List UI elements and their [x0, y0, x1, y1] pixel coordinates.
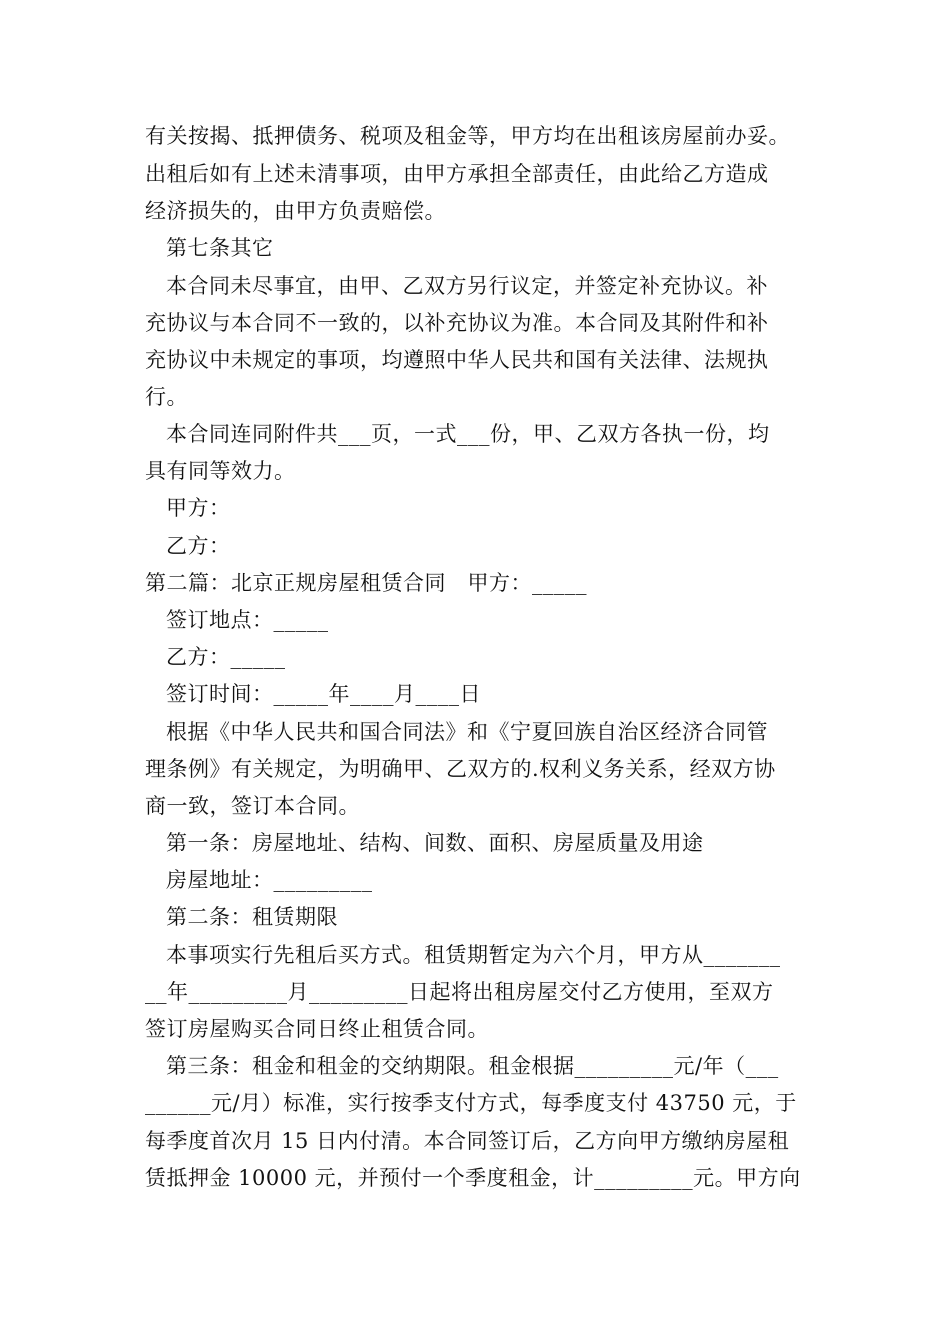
party-b-field: 乙方：_____	[166, 645, 286, 669]
text-line: ______元/月）标准，实行按季支付方式，每季度支付 43750 元，于	[145, 1091, 797, 1115]
text-line: 充协议与本合同不一致的，以补充协议为准。本合同及其附件和补	[145, 311, 769, 335]
article-heading: 第二条：租赁期限	[166, 905, 338, 929]
address-field: 房屋地址：_________	[166, 868, 373, 892]
text-line: 赁抵押金 10000 元，并预付一个季度租金，计_________元。甲方向	[145, 1166, 801, 1190]
text-line: 行。	[145, 385, 188, 409]
text-line: 商一致，签订本合同。	[145, 794, 360, 818]
text-line: 本事项实行先租后买方式。租赁期暂定为六个月，甲方从_______	[166, 943, 781, 967]
text-line: __年_________月_________日起将出租房屋交付乙方使用，至双方	[145, 980, 774, 1004]
text-line: 本合同连同附件共___页，一式___份，甲、乙双方各执一份，均	[166, 422, 770, 446]
text-line: 本合同未尽事宜，由甲、乙双方另行议定，并签定补充协议。补	[166, 274, 768, 298]
article-heading: 第一条：房屋地址、结构、间数、面积、房屋质量及用途	[166, 831, 704, 855]
text-line: 第三条：租金和租金的交纳期限。租金根据_________元/年（___	[166, 1054, 779, 1078]
text-line: 签订房屋购买合同日终止租赁合同。	[145, 1017, 489, 1041]
signing-place: 签订地点：_____	[166, 608, 329, 632]
text-line: 有关按揭、抵押债务、税项及租金等，甲方均在出租该房屋前办妥。	[145, 124, 790, 148]
text-line: 理条例》有关规定，为明确甲、乙双方的.权利义务关系，经双方协	[145, 757, 776, 781]
text-line: 出租后如有上述未清事项，由甲方承担全部责任，由此给乙方造成	[145, 162, 769, 186]
text-line: 充协议中未规定的事项，均遵照中华人民共和国有关法律、法规执	[145, 348, 769, 372]
party-a-label: 甲方：	[166, 496, 231, 520]
text-line: 根据《中华人民共和国合同法》和《宁夏回族自治区经济合同管	[166, 720, 768, 744]
text-line: 具有同等效力。	[145, 459, 296, 483]
section-heading: 第七条其它	[166, 236, 274, 260]
signing-date: 签订时间：_____年____月____日	[166, 682, 481, 706]
text-line: 经济损失的，由甲方负责赔偿。	[145, 199, 446, 223]
text-line: 每季度首次月 15 日内付清。本合同签订后，乙方向甲方缴纳房屋租	[145, 1129, 790, 1153]
chapter-title: 第二篇：北京正规房屋租赁合同 甲方：_____	[145, 571, 587, 595]
party-b-label: 乙方：	[166, 534, 231, 558]
